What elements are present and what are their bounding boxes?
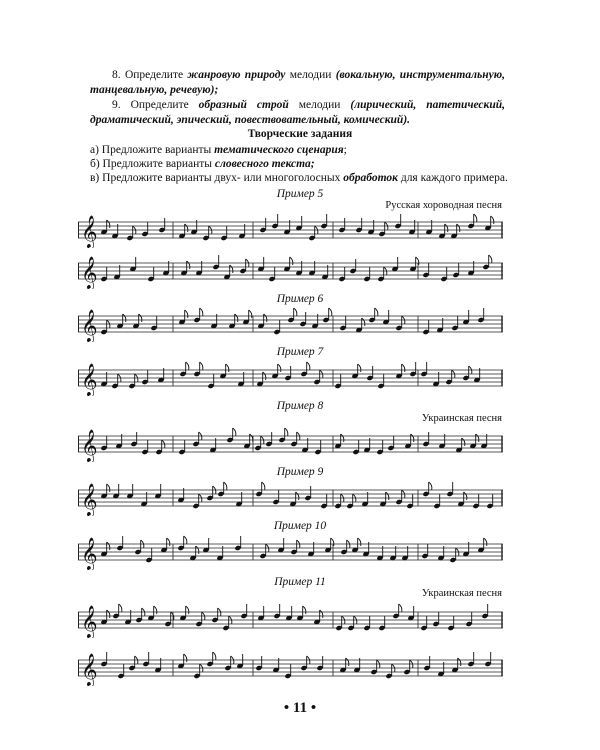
task-c-emphasis: обработок [343, 172, 398, 184]
svg-text:𝄞: 𝄞 [81, 363, 98, 396]
svg-text:𝄞: 𝄞 [81, 653, 98, 686]
example-11-staff-1 [78, 602, 503, 638]
q8-emphasis: жанровую природу [187, 69, 286, 81]
example-10-staff [78, 534, 503, 570]
task-c [90, 171, 530, 186]
question-9 [90, 98, 505, 128]
example-5-title: Пример 5 [276, 188, 324, 200]
svg-text:𝄞: 𝄞 [81, 256, 98, 289]
svg-text:𝄞: 𝄞 [81, 537, 98, 570]
svg-text:𝄞: 𝄞 [81, 309, 98, 342]
example-5-staff-2 [78, 253, 503, 289]
task-a-emphasis: тематического сценария [214, 144, 344, 156]
task-c-end: для каждого примера. [400, 172, 508, 184]
task-a-text: а) Предложите варианты [90, 144, 212, 156]
example-7-staff [78, 360, 503, 396]
task-b-emphasis: словесного текста; [214, 158, 315, 170]
q9-text: Определите [130, 99, 189, 111]
q8-text-2: мелодии [289, 69, 332, 81]
example-8-title: Пример 8 [276, 400, 324, 412]
example-6-staff [78, 306, 503, 342]
svg-text:𝄞: 𝄞 [81, 605, 98, 638]
example-6-title: Пример 6 [276, 293, 324, 305]
example-9-title: Пример 9 [276, 466, 324, 478]
task-b [90, 157, 505, 172]
task-a [90, 143, 505, 158]
q9-number: 9. [112, 99, 121, 111]
example-5-staff-1 [78, 212, 503, 248]
question-8 [90, 68, 505, 98]
q8-text: Определите [124, 69, 184, 81]
svg-text:𝄞: 𝄞 [81, 215, 98, 248]
q8-number: 8. [112, 69, 121, 81]
example-8-source: Украинская песня [421, 413, 502, 424]
task-c-text: в) Предложите варианты двух- или многоголосных [90, 172, 341, 184]
svg-text:𝄞: 𝄞 [81, 429, 98, 462]
task-b-text: б) Предложите варианты [90, 158, 213, 170]
example-5-source: Русская хороводная песня [385, 200, 502, 211]
example-7-title: Пример 7 [276, 346, 324, 358]
example-8-staff [78, 426, 503, 462]
q9-text-2: мелодии [298, 99, 341, 111]
example-9-staff [78, 480, 503, 516]
example-11-source: Украинская песня [421, 588, 502, 599]
q9-options: (лирический, патетический, драматический, эпический, повествовательный, комический). [90, 99, 506, 126]
tasks-heading: Творческие задания [247, 128, 353, 140]
page-number: • 11 • [283, 700, 317, 716]
task-a-end: ; [343, 144, 347, 156]
example-10-title: Пример 10 [273, 520, 327, 532]
q8-options: (вокальную, инструментальную, танцевальную, речевую); [90, 69, 506, 96]
example-11-title: Пример 11 [274, 576, 326, 588]
svg-text:𝄞: 𝄞 [81, 483, 98, 516]
example-11-staff-2 [78, 650, 503, 686]
q9-emphasis: образный строй [198, 99, 289, 111]
